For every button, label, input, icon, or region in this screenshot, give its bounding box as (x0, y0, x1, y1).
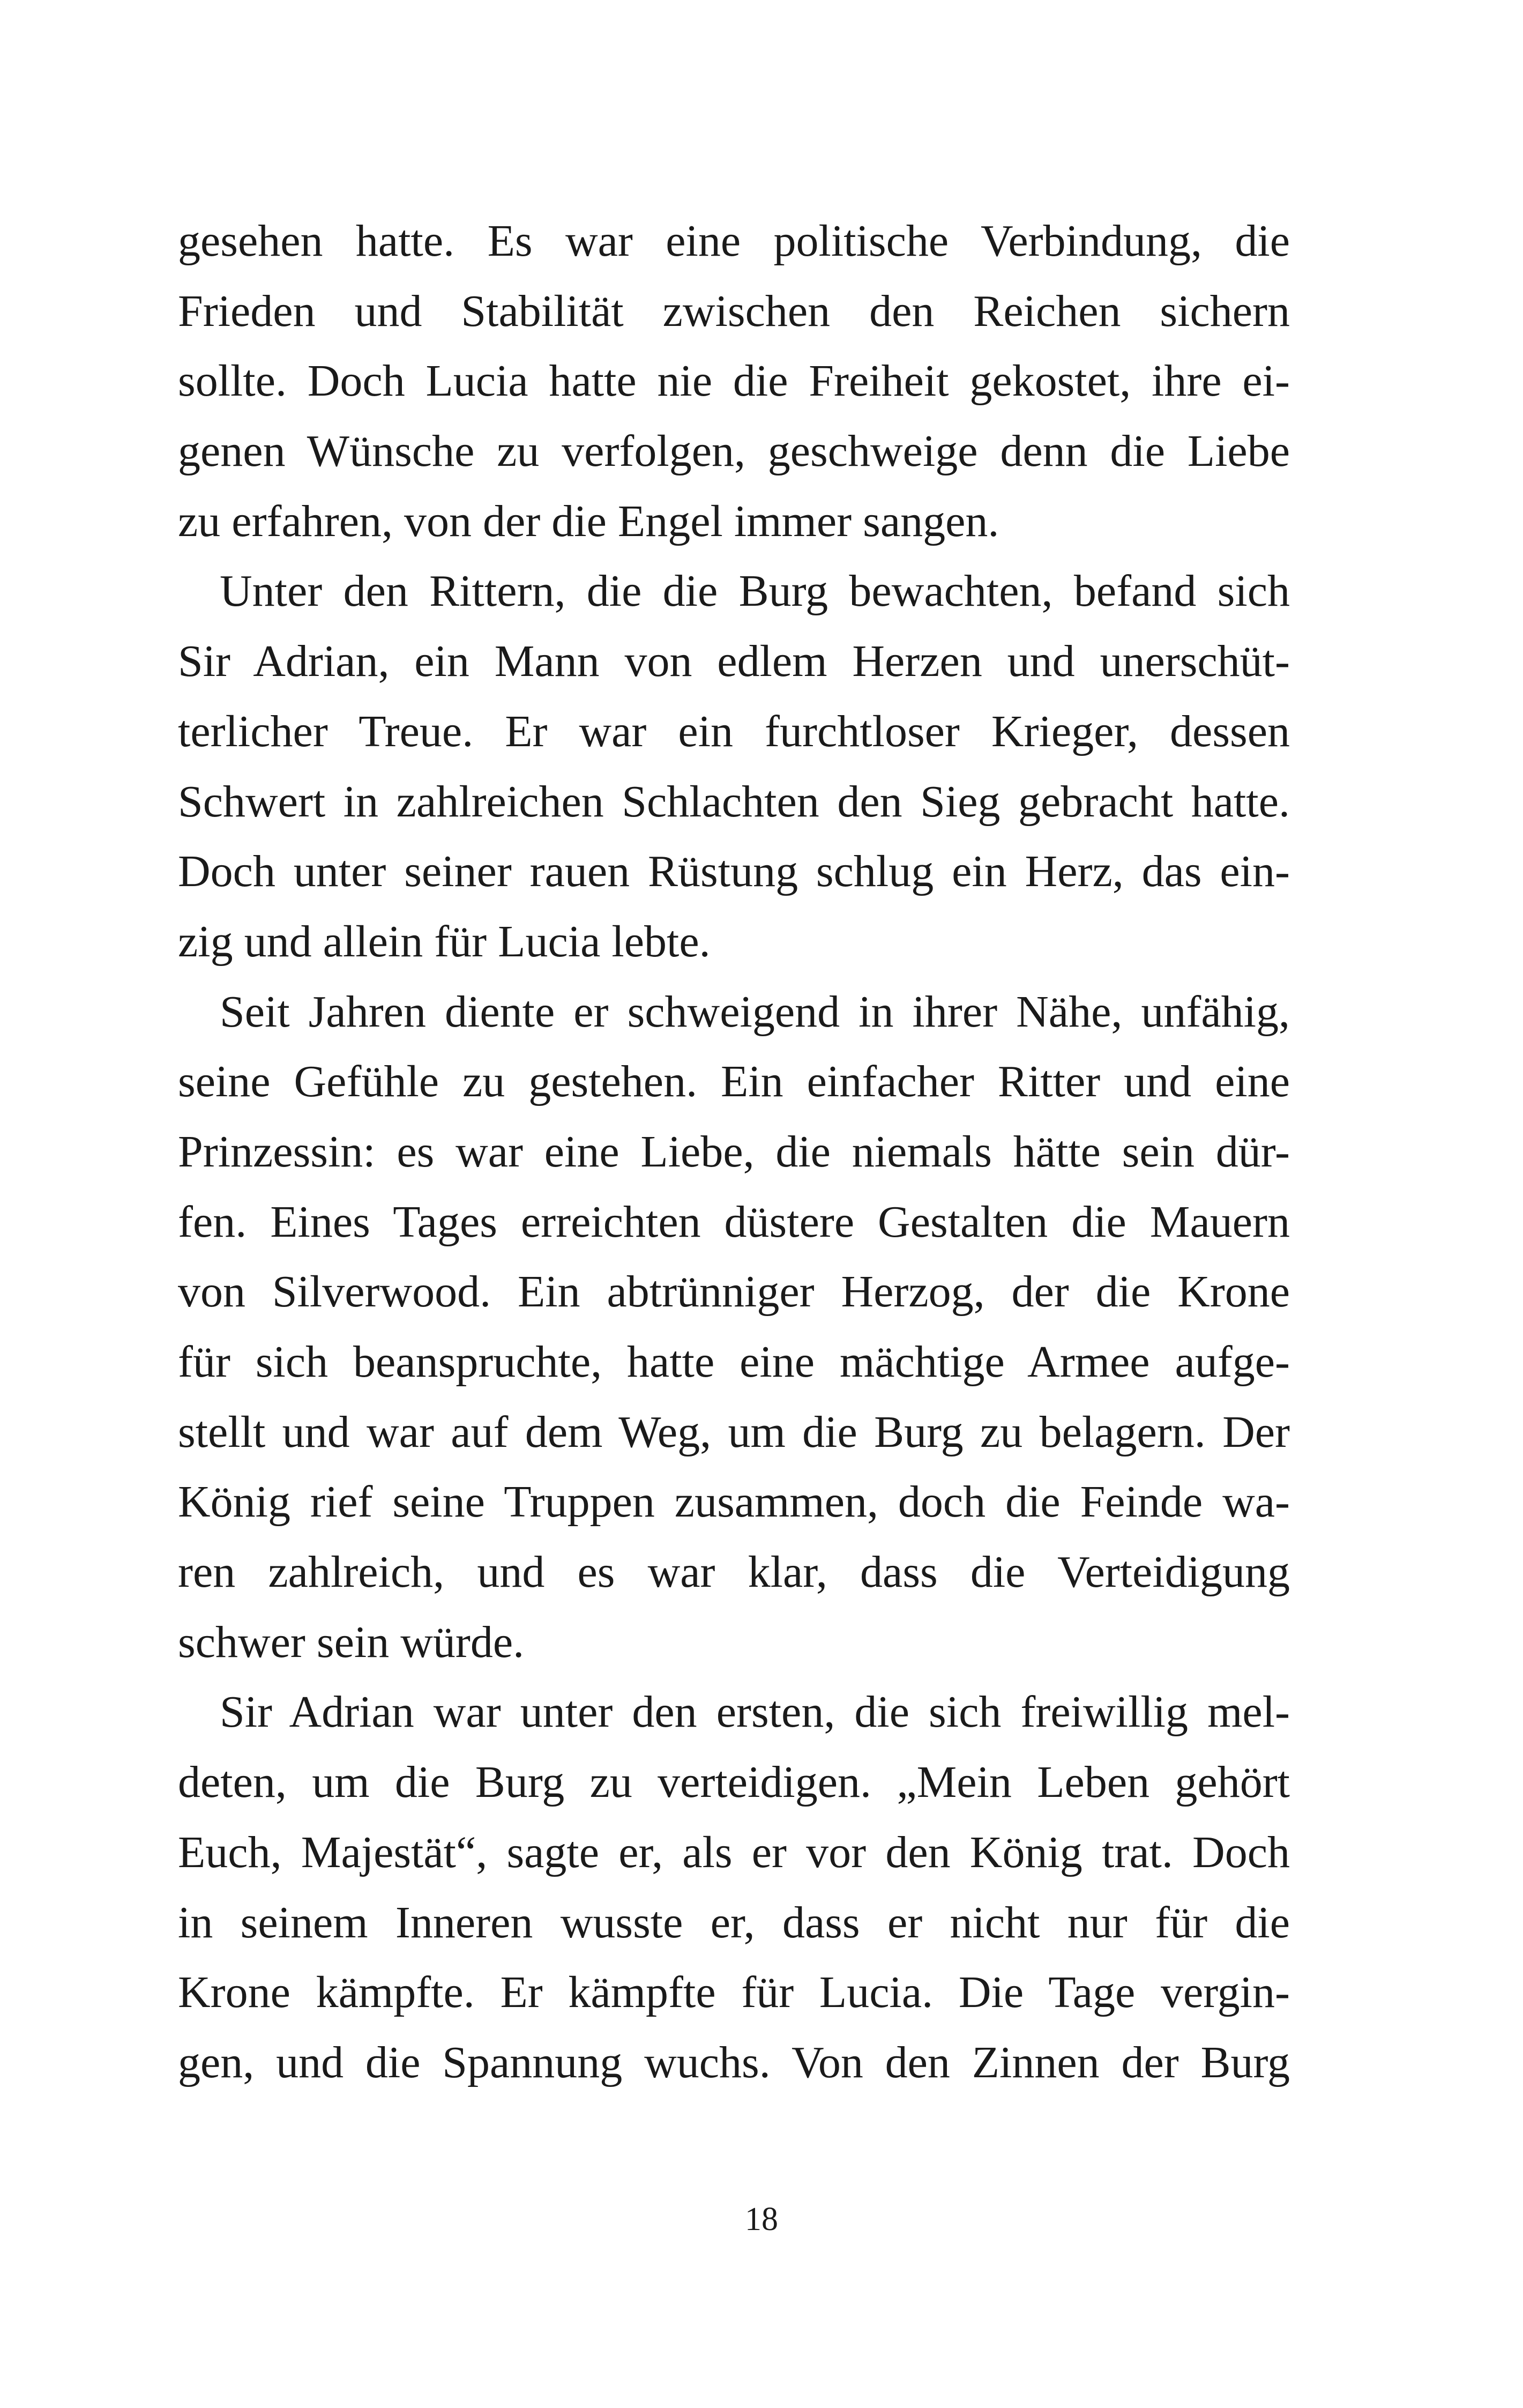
text-line: für sich beanspruchte, hatte eine mächtige Armee aufge- (178, 1337, 1290, 1387)
paragraph-3 (178, 977, 1290, 1678)
text-line: Doch unter seiner rauen Rüstung schlug ein Herz, das ein- (178, 846, 1290, 897)
text-line: König rief seine Truppen zusammen, doch die Feinde wa- (178, 1477, 1290, 1527)
text-line: Frieden und Stabilität zwischen den Reichen sichern (178, 286, 1290, 336)
text-line: fen. Eines Tages erreichten düstere Gestalten die Mauern (178, 1196, 1290, 1247)
text-line: deten, um die Burg zu verteidigen. „Mein Leben gehört (178, 1757, 1290, 1808)
text-line: in seinem Inneren wusste er, dass er nicht nur für die (178, 1897, 1290, 1948)
text-line: Krone kämpfte. Er kämpfte für Lucia. Die Tage vergin- (178, 1967, 1290, 2018)
paragraph-1 (178, 206, 1290, 556)
page-number: 18 (745, 2201, 778, 2238)
text-line: von Silverwood. Ein abtrünniger Herzog, der die Krone (178, 1267, 1290, 1317)
text-line: genen Wünsche zu verfolgen, geschweige denn die Liebe (178, 426, 1290, 477)
text-line: schwer sein würde. (178, 1617, 525, 1667)
text-line: seine Gefühle zu gestehen. Ein einfacher Ritter und eine (178, 1057, 1290, 1107)
body-text (178, 206, 1290, 2098)
text-line: Unter den Rittern, die die Burg bewachten, befand sich (220, 566, 1290, 616)
text-line: Sir Adrian war unter den ersten, die sich freiwillig mel- (220, 1687, 1290, 1737)
text-line: ren zahlreich, und es war klar, dass die Verteidigung (178, 1547, 1290, 1597)
text-line: Euch, Majestät“, sagte er, als er vor den König trat. Doch (178, 1827, 1290, 1877)
text-line: gen, und die Spannung wuchs. Von den Zinnen der Burg (178, 2037, 1290, 2087)
text-line: gesehen hatte. Es war eine politische Verbindung, die (178, 216, 1290, 266)
text-line: Sir Adrian, ein Mann von edlem Herzen und unerschüt- (178, 636, 1290, 687)
text-line: terlicher Treue. Er war ein furchtloser Krieger, dessen (178, 706, 1290, 756)
text-line: Prinzessin: es war eine Liebe, die niemals hätte sein dür- (178, 1126, 1290, 1177)
text-line: Schwert in zahlreichen Schlachten den Sieg gebracht hatte. (178, 776, 1290, 827)
paragraph-2 (178, 556, 1290, 977)
paragraph-4 (178, 1677, 1290, 2098)
text-line: stellt und war auf dem Weg, um die Burg zu belagern. Der (178, 1407, 1290, 1457)
text-line: Seit Jahren diente er schweigend in ihrer Nähe, unfähig, (220, 986, 1290, 1037)
text-line: zig und allein für Lucia lebte. (178, 916, 711, 967)
text-line: sollte. Doch Lucia hatte nie die Freiheit gekostet, ihre ei- (178, 356, 1290, 406)
text-line: zu erfahren, von der die Engel immer sangen. (178, 496, 999, 546)
